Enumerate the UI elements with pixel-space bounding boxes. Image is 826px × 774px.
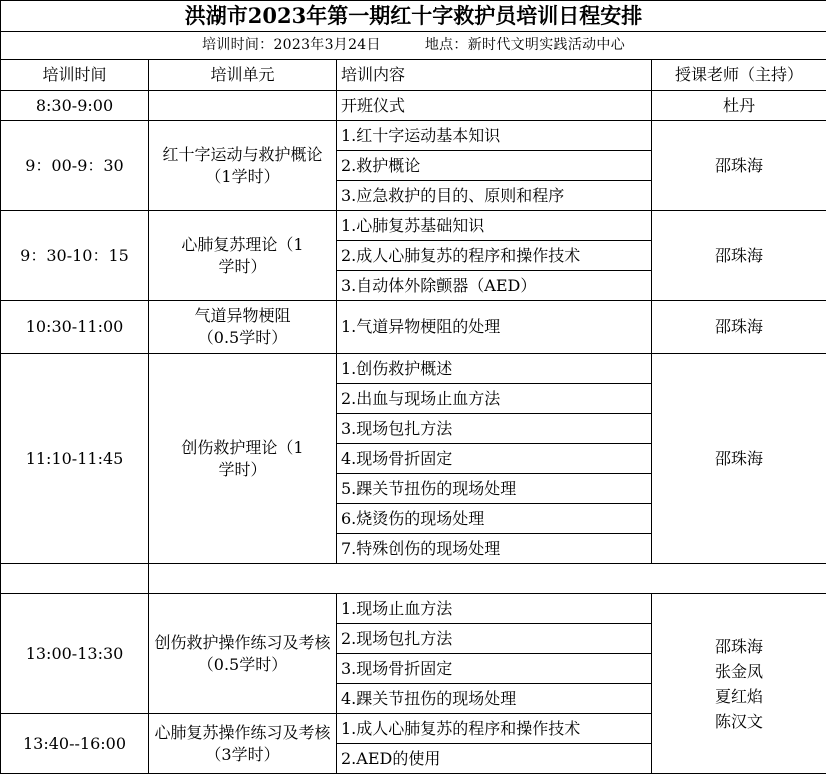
session-item: 2.AED的使用 <box>337 744 652 774</box>
session-time: 13:40--16:00 <box>1 714 149 774</box>
session-teacher: 邵珠海 <box>652 301 826 354</box>
table-row <box>1 91 826 121</box>
training-location: 地点：新时代文明实践活动中心 <box>424 37 626 54</box>
session-item: 4.踝关节扭伤的现场处理 <box>337 684 652 714</box>
header-row <box>1 60 826 91</box>
header-unit: 培训单元 <box>149 60 337 91</box>
session-unit: 创伤救护理论（1学时） <box>149 354 337 564</box>
session-item: 5.踝关节扭伤的现场处理 <box>337 474 652 504</box>
session-item: 1.成人心肺复苏的程序和操作技术 <box>337 714 652 744</box>
session-unit: 心肺复苏理论（1学时） <box>149 211 337 301</box>
teacher-name: 邵珠海 <box>715 636 764 656</box>
session-time: 13:00-13:30 <box>1 594 149 714</box>
teacher-name: 夏红焰 <box>715 686 764 706</box>
session-time: 11:10-11:45 <box>1 354 149 564</box>
header-time: 培训时间 <box>1 60 149 91</box>
header-content: 培训内容 <box>337 60 652 91</box>
session-item: 1.红十字运动基本知识 <box>337 121 652 151</box>
table-row <box>1 301 826 354</box>
table-row <box>1 354 826 384</box>
session-item: 2.救护概论 <box>337 151 652 181</box>
afternoon-teachers <box>652 594 826 774</box>
session-unit: 红十字运动与救护概论（1学时） <box>149 121 337 211</box>
session-unit: 心肺复苏操作练习及考核（3学时） <box>149 714 337 774</box>
session-item: 3.现场骨折固定 <box>337 654 652 684</box>
session-item: 2.现场包扎方法 <box>337 624 652 654</box>
session-item: 3.应急救护的目的、原则和程序 <box>337 181 652 211</box>
session-time: 9：30-10：15 <box>1 211 149 301</box>
session-item: 2.成人心肺复苏的程序和操作技术 <box>337 241 652 271</box>
training-info <box>1 32 826 60</box>
session-unit: 气道异物梗阻（0.5学时） <box>149 301 337 354</box>
session-item: 3.自动体外除颤器（AED） <box>337 271 652 301</box>
session-unit <box>149 91 337 121</box>
session-time: 8:30-9:00 <box>1 91 149 121</box>
session-item: 7.特殊创伤的现场处理 <box>337 534 652 564</box>
header-teacher: 授课老师（主持） <box>652 60 826 91</box>
training-date: 培训时间：2023年3月24日 <box>201 37 381 54</box>
session-item: 1.创伤救护概述 <box>337 354 652 384</box>
session-item: 3.现场包扎方法 <box>337 414 652 444</box>
session-item: 开班仪式 <box>337 91 652 121</box>
session-teacher: 邵珠海 <box>652 354 826 564</box>
break-cell <box>1 564 149 594</box>
session-item: 1.现场止血方法 <box>337 594 652 624</box>
session-item: 6.烧烫伤的现场处理 <box>337 504 652 534</box>
session-item: 4.现场骨折固定 <box>337 444 652 474</box>
teacher-name: 陈汉文 <box>715 711 764 731</box>
session-item: 1.气道异物梗阻的处理 <box>337 301 652 354</box>
session-teacher: 邵珠海 <box>652 121 826 211</box>
session-item: 1.心肺复苏基础知识 <box>337 211 652 241</box>
table-row <box>1 121 826 151</box>
session-teacher: 邵珠海 <box>652 211 826 301</box>
teacher-name: 张金凤 <box>715 661 764 681</box>
session-teacher: 杜丹 <box>652 91 826 121</box>
session-unit: 创伤救护操作练习及考核（0.5学时） <box>149 594 337 714</box>
break-cell <box>149 564 826 594</box>
session-item: 2.出血与现场止血方法 <box>337 384 652 414</box>
session-time: 10:30-11:00 <box>1 301 149 354</box>
page-title: 洪湖市2023年第一期红十字救护员培训日程安排 <box>1 1 826 32</box>
session-time: 9：00-9：30 <box>1 121 149 211</box>
table-row <box>1 594 826 624</box>
break-row <box>1 564 826 594</box>
table-row <box>1 211 826 241</box>
